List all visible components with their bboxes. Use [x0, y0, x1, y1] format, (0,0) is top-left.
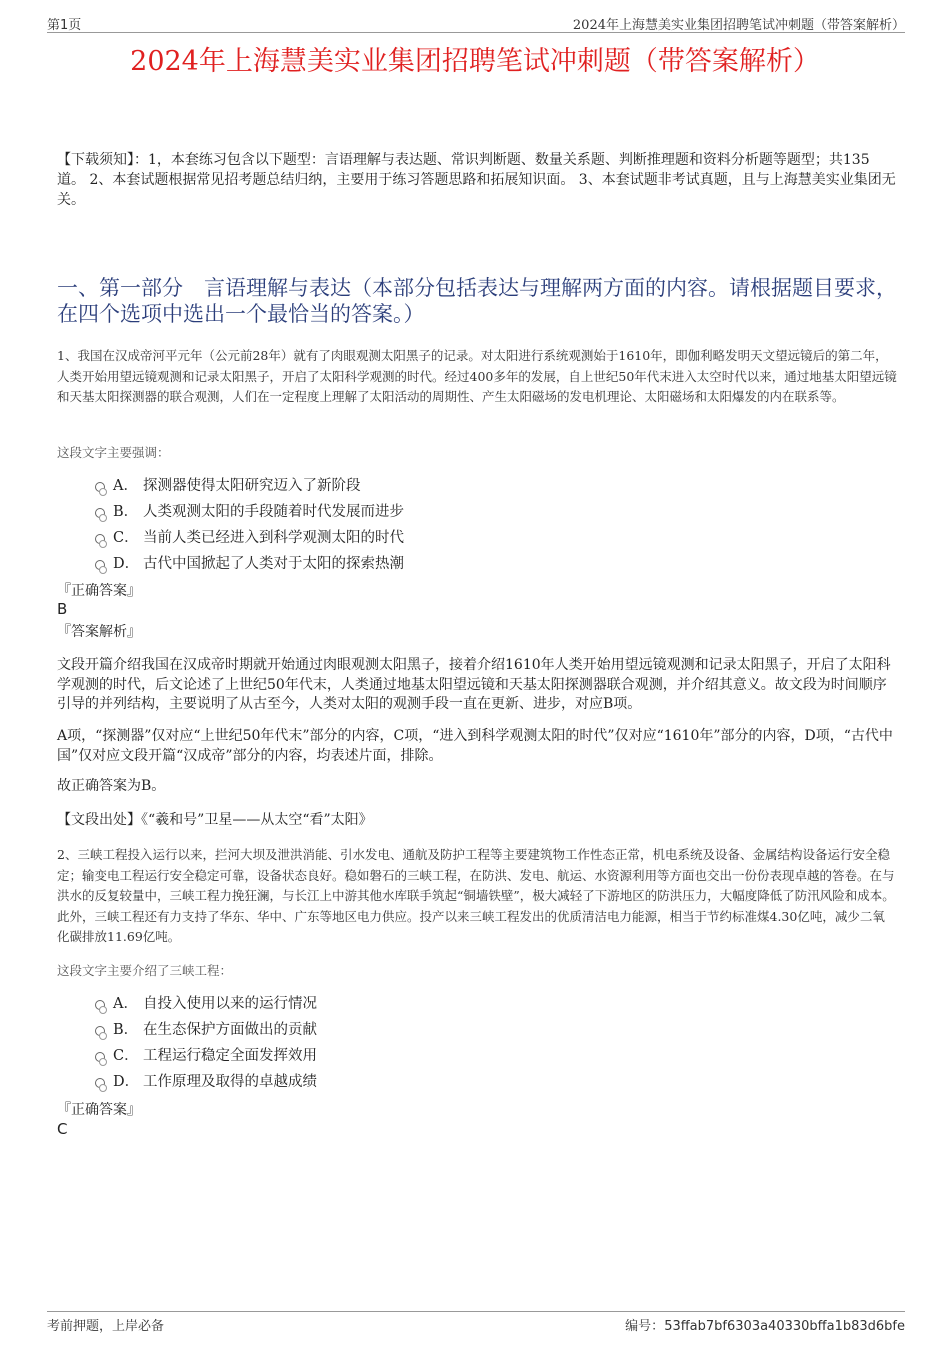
radio-icon[interactable] [95, 560, 105, 570]
header-doc-title: 2024年上海慧美实业集团招聘笔试冲刺题（带答案解析） [572, 18, 905, 33]
page-number: 第1页 [47, 18, 82, 33]
option-c[interactable]: C． 工程运行稳定全面发挥效用 [95, 1043, 695, 1069]
option-b[interactable]: B． 人类观测太阳的手段随着时代发展而进步 [95, 499, 695, 525]
option-a[interactable]: A． 探测器使得太阳研究迈入了新阶段 [95, 473, 695, 499]
radio-icon[interactable] [95, 508, 105, 518]
question-2-text: 2、三峡工程投入运行以来，拦河大坝及泄洪消能、引水发电、通航及防护工程等主要建筑物工作性态正常，机电系统及设备、金属结构设备运行安全稳定；输变电工程运行安全稳定可靠，设备状态良好。稳如磐石的三峡工程，在防洪、发电、航运、水资源利用等方面也交出一份份表现卓越的答卷。在与洪水的反复较量中，三峡工程力挽狂澜，与长江上中游其他水库联手筑起“铜墙铁壁”，极大减轻了下游地区的防洪压力，大幅度降低了防汛风险和成本。此外，三峡工程还有力支持了华东、华中、广东等地区电力供应。投产以来三峡工程发出的优质清洁电力能源，相当于节约标准煤4.30亿吨，减少二氧化碳排放11.69亿吨。 [57, 847, 895, 944]
option-a[interactable]: A． 自投入使用以来的运行情况 [95, 991, 695, 1017]
correct-answer-label: 『正确答案』 [57, 1102, 141, 1118]
option-d[interactable]: D． 古代中国掀起了人类对于太阳的探索热潮 [95, 551, 695, 577]
download-notice: 【下载须知】：1，本套练习包含以下题型：言语理解与表达题、常识判断题、数量关系题、判断推理题和资料分析题等题型；共135道。 2、本套试题根据常见招考题总结归纳，主要用于练习答题思路和拓展知识面。 3、本套试题非考试真题，且与上海慧美实业集团无关。 [57, 152, 896, 208]
question-1-text: 1、我国在汉成帝河平元年（公元前28年）就有了肉眼观测太阳黑子的记录。对太阳进行系统观测始于1610年，即伽利略发明天文望远镜后的第二年，人类开始用望远镜观测和记录太阳黑子，开启了太阳科学观测的时代。经过400多年的发展，自上世纪50年代末进入太空时代以来，通过地基太阳望远镜和天基太阳探测器的联合观测，人们在一定程度上理解了太阳活动的周期性、产生太阳磁场的发电机理论、太阳磁场和太阳爆发的内在联系等。 [57, 348, 897, 404]
option-c[interactable]: C． 当前人类已经进入到科学观测太阳的时代 [95, 525, 695, 551]
radio-icon[interactable] [95, 1078, 105, 1088]
radio-icon[interactable] [95, 482, 105, 492]
question-2-answer: C [57, 1120, 68, 1138]
question-1-analysis-1: 文段开篇介绍我国在汉成帝时期就开始通过肉眼观测太阳黑子，接着介绍1610年人类开始用望远镜观测和记录太阳黑子，开启了太阳科学观测的时代，后文论述了上世纪50年代末，人类通过地基太阳望远镜和天基太阳探测器联合观测，并介绍其意义。故文段为时间顺序引导的并列结构，主要说明了从古至今，人类对太阳的观测手段一直在更新、进步，对应B项。 [57, 657, 891, 712]
question-1-answer: B [57, 600, 68, 618]
page-footer [47, 1311, 905, 1334]
question-1-options [95, 473, 695, 577]
radio-icon[interactable] [95, 1052, 105, 1062]
question-1-source: 【文段出处】《“羲和号”卫星——从太空“看”太阳》 [57, 812, 373, 828]
page-header [47, 14, 905, 33]
question-1-analysis-3: 故正确答案为B。 [57, 778, 166, 794]
question-2-prompt: 这段文字主要介绍了三峡工程： [57, 963, 233, 978]
page-title: 2024年上海慧美实业集团招聘笔试冲刺题（带答案解析） [130, 46, 820, 77]
radio-icon[interactable] [95, 534, 105, 544]
analysis-label: 『答案解析』 [57, 624, 141, 640]
radio-icon[interactable] [95, 1026, 105, 1036]
question-1-analysis-2: A项，“探测器”仅对应“上世纪50年代末”部分的内容，C项，“进入到科学观测太阳的时代”仅对应“1610年”部分的内容，D项，“古代中国”仅对应文段开篇“汉成帝”部分的内容，均表述片面，排除。 [57, 728, 893, 764]
radio-icon[interactable] [95, 1000, 105, 1010]
footer-slogan: 考前押题，上岸必备 [47, 1319, 165, 1334]
question-2-options [95, 991, 695, 1095]
question-1-prompt: 这段文字主要强调： [57, 445, 170, 460]
option-d[interactable]: D． 工作原理及取得的卓越成绩 [95, 1069, 695, 1095]
option-b[interactable]: B． 在生态保护方面做出的贡献 [95, 1017, 695, 1043]
footer-code: 编号：53ffab7bf6303a40330bffa1b83d6bfe [625, 1319, 905, 1334]
section-title: 一、第一部分 言语理解与表达（本部分包括表达与理解两方面的内容。请根据题目要求，在四个选项中选出一个最恰当的答案。） [57, 276, 897, 326]
correct-answer-label: 『正确答案』 [57, 583, 141, 599]
